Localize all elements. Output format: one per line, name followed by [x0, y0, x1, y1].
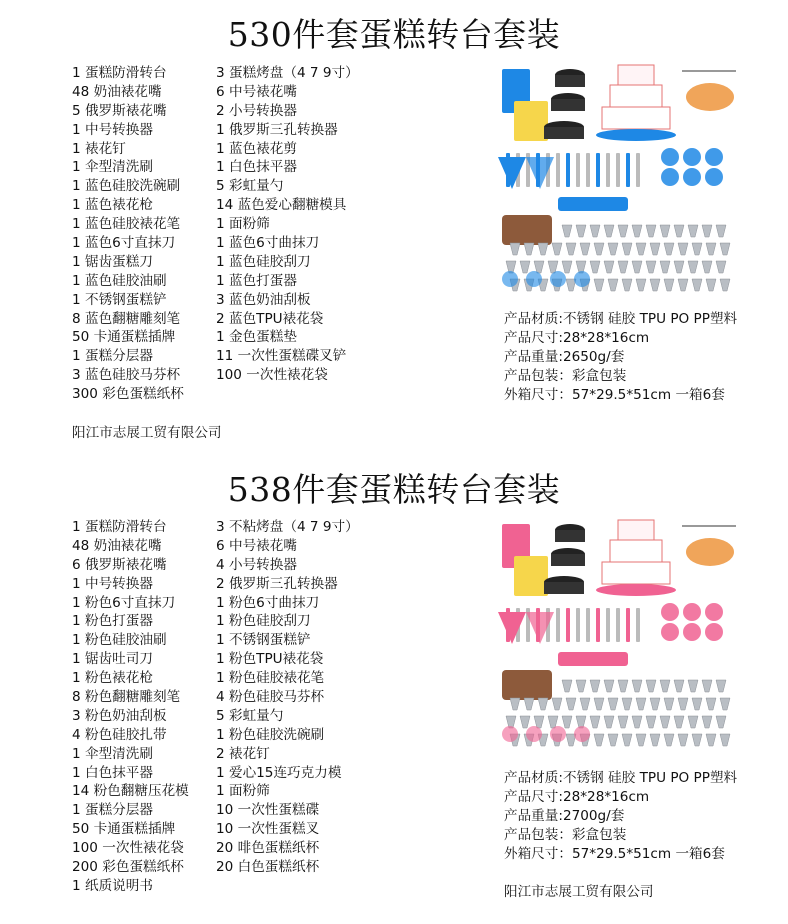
piping-nozzle — [604, 680, 614, 692]
item-row: 1 中号转换器 — [72, 575, 153, 592]
item-row: 14 粉色翻糖压花模 — [72, 783, 189, 800]
piping-nozzle — [716, 261, 726, 273]
silicone-cup — [661, 168, 679, 186]
item-row: 1 粉色硅胶洗碗刷 — [216, 726, 325, 743]
box-package — [514, 556, 548, 596]
piping-nozzle — [538, 243, 548, 255]
set1-specs — [504, 310, 737, 404]
set2-spec-material: 产品材质:不锈钢 硅胶 TPU PO PP塑料 — [504, 770, 738, 786]
item-row: 1 不锈钢蛋糕铲 — [216, 632, 311, 649]
item-row: 1 粉色硅胶裱花笔 — [216, 670, 325, 687]
silicone-cup — [705, 148, 723, 166]
item-row: 2 蓝色TPU裱花袋 — [216, 310, 324, 327]
piping-nozzle — [622, 279, 632, 291]
cupcake — [502, 271, 518, 287]
item-row: 11 一次性蛋糕碟叉铲 — [216, 348, 347, 365]
item-row: 1 蓝色硅胶裱花笔 — [72, 216, 181, 233]
silicone-cup — [683, 603, 701, 621]
piping-nozzle — [646, 261, 656, 273]
piping-nozzle — [720, 243, 730, 255]
item-row: 200 彩色蛋糕纸杯 — [72, 859, 184, 876]
piping-nozzle — [692, 698, 702, 710]
piping-nozzle — [674, 716, 684, 728]
piping-nozzle — [590, 261, 600, 273]
item-row: 50 卡通蛋糕插牌 — [72, 329, 176, 346]
tool-handle — [596, 153, 600, 187]
item-row: 100 一次性裱花袋 — [216, 367, 328, 384]
set1-title: 530件套蛋糕转台套装 — [227, 15, 561, 54]
silicone-cup — [661, 148, 679, 166]
item-row: 1 蓝色裱花枪 — [72, 197, 153, 214]
tool-handle — [556, 153, 560, 187]
piping-nozzle — [664, 734, 674, 746]
piping-nozzle — [692, 279, 702, 291]
item-row: 1 伞型清洗刷 — [72, 159, 153, 176]
piping-nozzle — [552, 243, 562, 255]
cupcake — [574, 726, 590, 742]
item-row: 2 小号转换器 — [216, 102, 297, 119]
piping-nozzle — [580, 698, 590, 710]
piping-nozzle — [538, 698, 548, 710]
piping-nozzle — [622, 243, 632, 255]
item-row: 1 白色抹平器 — [216, 159, 297, 176]
piping-nozzle — [632, 261, 642, 273]
piping-nozzle — [664, 243, 674, 255]
piping-nozzle — [650, 698, 660, 710]
piping-nozzle — [594, 698, 604, 710]
silicone-cup — [661, 603, 679, 621]
piping-nozzle — [678, 734, 688, 746]
piping-nozzle — [552, 698, 562, 710]
set2-spec-weight: 产品重量:2700g/套 — [504, 807, 625, 824]
piping-nozzle — [524, 243, 534, 255]
item-row: 4 粉色硅胶扎带 — [72, 726, 167, 743]
item-row: 5 彩虹量勺 — [216, 178, 284, 195]
piping-nozzle — [576, 680, 586, 692]
piping-nozzle — [622, 698, 632, 710]
piping-nozzle — [632, 716, 642, 728]
piping-nozzle — [660, 261, 670, 273]
tool-handle — [556, 608, 560, 642]
piping-nozzle — [720, 279, 730, 291]
cupcake — [550, 271, 566, 287]
tool-handle — [636, 608, 640, 642]
tool-handle — [596, 608, 600, 642]
turntable — [596, 584, 676, 596]
item-row: 1 蓝色打蛋器 — [216, 272, 297, 289]
item-row: 1 蛋糕分层器 — [72, 348, 153, 365]
piping-nozzle — [702, 680, 712, 692]
piping-bag — [498, 157, 526, 189]
item-row: 3 粉色奶油刮板 — [72, 707, 167, 724]
silicone-cup — [683, 168, 701, 186]
piping-nozzle — [594, 243, 604, 255]
tool-handle — [566, 153, 570, 187]
item-row: 1 裱花钉 — [72, 140, 126, 157]
baking-pan — [555, 75, 585, 87]
cake-tier — [618, 520, 654, 540]
item-row: 2 俄罗斯三孔转换器 — [216, 575, 338, 592]
box-package — [514, 101, 548, 141]
item-row: 6 俄罗斯裱花嘴 — [72, 556, 167, 573]
piping-nozzle — [636, 734, 646, 746]
set1-company: 阳江市志展工贸有限公司 — [72, 425, 222, 441]
cake-tier — [602, 107, 670, 129]
piping-nozzle — [646, 716, 656, 728]
item-row: 1 金色蛋糕垫 — [216, 329, 297, 346]
scrapers — [558, 197, 628, 211]
set1-spec-material: 产品材质:不锈钢 硅胶 TPU PO PP塑料 — [504, 311, 738, 327]
item-row: 4 粉色硅胶马芬杯 — [216, 689, 325, 706]
set2-product-photo — [498, 512, 738, 756]
set2-left-item-list — [72, 518, 189, 896]
piping-nozzle — [562, 261, 572, 273]
tool-handle — [626, 153, 630, 187]
item-row: 1 白色抹平器 — [72, 764, 153, 781]
item-row: 5 彩虹量勺 — [216, 707, 284, 724]
item-row: 3 蓝色硅胶马芬杯 — [72, 367, 181, 384]
set2-title: 538件套蛋糕转台套装 — [227, 470, 561, 509]
cupcake — [526, 271, 542, 287]
piping-nozzle — [706, 279, 716, 291]
item-row: 1 爱心15连巧克力模 — [216, 764, 342, 781]
item-row: 1 粉色6寸直抹刀 — [72, 594, 176, 611]
piping-nozzle — [590, 225, 600, 237]
item-row: 1 粉色打蛋器 — [72, 613, 153, 630]
item-row: 3 蓝色奶油刮板 — [216, 291, 311, 308]
silicone-cup — [705, 603, 723, 621]
piping-nozzle — [510, 243, 520, 255]
item-row: 1 蓝色硅胶洗碗刷 — [72, 178, 181, 195]
piping-nozzle — [636, 698, 646, 710]
piping-nozzle — [720, 734, 730, 746]
piping-nozzle — [562, 716, 572, 728]
item-row: 1 蛋糕防滑转台 — [72, 65, 167, 81]
piping-nozzle — [646, 680, 656, 692]
piping-nozzle — [650, 243, 660, 255]
item-row: 1 锯齿蛋糕刀 — [72, 253, 153, 270]
item-row: 8 粉色翻糖雕刻笔 — [72, 689, 181, 706]
piping-nozzle — [702, 261, 712, 273]
tool-handle — [576, 608, 580, 642]
piping-nozzle — [688, 225, 698, 237]
item-row: 20 白色蛋糕纸杯 — [216, 859, 320, 876]
set2-specs — [504, 769, 737, 863]
set2-spec-size: 产品尺寸:28*28*16cm — [504, 788, 650, 805]
item-row: 1 粉色硅胶油刷 — [72, 632, 167, 649]
baking-pan — [551, 99, 585, 111]
piping-nozzle — [678, 698, 688, 710]
item-row: 48 奶油裱花嘴 — [72, 83, 162, 100]
cupcake — [502, 726, 518, 742]
silicone-cup — [683, 148, 701, 166]
piping-nozzle — [702, 716, 712, 728]
piping-nozzle — [678, 243, 688, 255]
piping-nozzle — [716, 716, 726, 728]
piping-nozzle — [716, 225, 726, 237]
piping-nozzle — [636, 279, 646, 291]
piping-nozzle — [562, 680, 572, 692]
piping-nozzle — [660, 716, 670, 728]
item-row: 1 伞型清洗刷 — [72, 745, 153, 762]
piping-nozzle — [716, 680, 726, 692]
piping-nozzle — [706, 734, 716, 746]
item-row: 1 中号转换器 — [72, 121, 153, 138]
item-row: 100 一次性裱花袋 — [72, 840, 184, 857]
tool-handle — [616, 153, 620, 187]
piping-nozzle — [576, 225, 586, 237]
piping-nozzle — [622, 734, 632, 746]
item-row: 10 一次性蛋糕叉 — [216, 821, 320, 838]
silicone-cup — [705, 168, 723, 186]
item-row: 50 卡通蛋糕插牌 — [72, 821, 176, 838]
piping-nozzle — [594, 279, 604, 291]
piping-nozzle — [674, 261, 684, 273]
item-row: 1 粉色裱花枪 — [72, 670, 153, 687]
piping-nozzle — [580, 243, 590, 255]
item-row: 1 粉色TPU裱花袋 — [216, 651, 324, 668]
set2-spec-carton: 外箱尺寸：57*29.5*51cm 一箱6套 — [504, 845, 725, 862]
piping-nozzle — [688, 680, 698, 692]
tool-handle — [586, 608, 590, 642]
set1-spec-packaging: 产品包装：彩盒包装 — [504, 367, 627, 384]
chocolate-mold — [502, 670, 552, 700]
item-row: 1 面粉筛 — [216, 783, 270, 800]
piping-nozzle — [590, 680, 600, 692]
piping-nozzle — [608, 279, 618, 291]
tool-handle — [566, 608, 570, 642]
set1-spec-weight: 产品重量:2650g/套 — [504, 348, 625, 365]
piping-nozzle — [688, 716, 698, 728]
piping-nozzle — [678, 279, 688, 291]
item-row: 1 不锈钢蛋糕铲 — [72, 291, 167, 308]
silicone-cup — [705, 623, 723, 641]
piping-nozzle — [608, 698, 618, 710]
cake-tier — [610, 85, 662, 107]
piping-nozzle — [594, 734, 604, 746]
piping-nozzle — [632, 225, 642, 237]
piping-nozzle — [566, 243, 576, 255]
piping-nozzle — [632, 680, 642, 692]
item-row: 1 蓝色硅胶刮刀 — [216, 253, 311, 270]
piping-nozzle — [604, 261, 614, 273]
item-row: 1 面粉筛 — [216, 216, 270, 233]
item-row: 3 不粘烤盘（4 7 9寸） — [216, 519, 359, 535]
item-row: 3 蛋糕烤盘（4 7 9寸） — [216, 65, 359, 81]
item-row: 1 锯齿吐司刀 — [72, 651, 153, 668]
item-row: 2 裱花钉 — [216, 745, 270, 762]
piping-nozzle — [618, 261, 628, 273]
item-row: 6 中号裱花嘴 — [216, 83, 297, 100]
piping-nozzle — [608, 734, 618, 746]
set1-product-photo — [498, 57, 738, 301]
baking-pan — [544, 582, 584, 594]
item-row: 1 粉色6寸曲抹刀 — [216, 594, 320, 611]
item-row: 20 啡色蛋糕纸杯 — [216, 840, 320, 857]
baking-pan — [551, 554, 585, 566]
piping-nozzle — [664, 279, 674, 291]
piping-nozzle — [604, 225, 614, 237]
item-row: 1 俄罗斯三孔转换器 — [216, 121, 338, 138]
cupcake — [526, 726, 542, 742]
tool-handle — [636, 153, 640, 187]
item-row: 1 蓝色6寸曲抹刀 — [216, 235, 320, 252]
piping-nozzle — [608, 243, 618, 255]
item-row: 6 中号裱花嘴 — [216, 537, 297, 554]
piping-nozzle — [674, 680, 684, 692]
piping-nozzle — [664, 698, 674, 710]
item-row: 4 小号转换器 — [216, 556, 297, 573]
chocolate-mold — [502, 215, 552, 245]
scrapers — [558, 652, 628, 666]
cupcake — [550, 726, 566, 742]
item-row: 14 蓝色爱心翻糖模具 — [216, 197, 347, 214]
set1-left-item-list — [72, 64, 184, 404]
piping-nozzle — [706, 698, 716, 710]
piping-nozzle — [566, 698, 576, 710]
cake-tier — [602, 562, 670, 584]
piping-nozzle — [650, 279, 660, 291]
baking-pan — [555, 530, 585, 542]
set1-spec-size: 产品尺寸:28*28*16cm — [504, 329, 650, 346]
item-row: 1 蓝色6寸直抹刀 — [72, 235, 176, 252]
cupcake — [574, 271, 590, 287]
tool-handle — [576, 153, 580, 187]
piping-nozzle — [706, 243, 716, 255]
item-row: 10 一次性蛋糕碟 — [216, 802, 320, 819]
item-row: 1 蛋糕防滑转台 — [72, 519, 167, 535]
piping-nozzle — [636, 243, 646, 255]
set1-right-item-list — [216, 64, 359, 385]
item-row: 1 蓝色硅胶油刷 — [72, 272, 167, 289]
tool-handle — [626, 608, 630, 642]
tool-handle — [606, 153, 610, 187]
item-row: 1 纸质说明书 — [72, 877, 153, 894]
piping-bag — [498, 612, 526, 644]
piping-nozzle — [618, 680, 628, 692]
piping-nozzle — [688, 261, 698, 273]
piping-nozzle — [646, 225, 656, 237]
piping-nozzle — [562, 225, 572, 237]
piping-nozzle — [590, 716, 600, 728]
item-row: 5 俄罗斯裱花嘴 — [72, 102, 167, 119]
piping-nozzle — [520, 716, 530, 728]
set1-spec-carton: 外箱尺寸：57*29.5*51cm 一箱6套 — [504, 386, 725, 403]
piping-nozzle — [604, 716, 614, 728]
piping-nozzle — [650, 734, 660, 746]
item-row: 1 蛋糕分层器 — [72, 802, 153, 819]
item-row: 1 蓝色裱花剪 — [216, 140, 297, 157]
cake-tier — [610, 540, 662, 562]
tool-handle — [616, 608, 620, 642]
set2-right-item-list — [216, 518, 359, 877]
silicone-cup — [661, 623, 679, 641]
cake-tier — [618, 65, 654, 85]
item-row: 48 奶油裱花嘴 — [72, 537, 162, 554]
piping-nozzle — [674, 225, 684, 237]
item-row: 300 彩色蛋糕纸杯 — [72, 386, 184, 403]
piping-nozzle — [702, 225, 712, 237]
tool-handle — [606, 608, 610, 642]
turntable — [596, 129, 676, 141]
piping-nozzle — [618, 716, 628, 728]
silicone-cup — [683, 623, 701, 641]
piping-nozzle — [524, 698, 534, 710]
piping-nozzle — [510, 698, 520, 710]
baking-pan — [544, 127, 584, 139]
piping-nozzle — [520, 261, 530, 273]
tool-handle — [586, 153, 590, 187]
piping-nozzle — [692, 243, 702, 255]
piping-nozzle — [618, 225, 628, 237]
sponge-cake — [686, 538, 734, 566]
piping-nozzle — [692, 734, 702, 746]
set2-company: 阳江市志展工贸有限公司 — [504, 884, 654, 900]
sponge-cake — [686, 83, 734, 111]
piping-nozzle — [720, 698, 730, 710]
item-row: 1 粉色硅胶刮刀 — [216, 613, 311, 630]
set2-spec-packaging: 产品包装：彩盒包装 — [504, 826, 627, 843]
piping-nozzle — [660, 680, 670, 692]
item-row: 8 蓝色翻糖雕刻笔 — [72, 310, 181, 327]
piping-nozzle — [660, 225, 670, 237]
